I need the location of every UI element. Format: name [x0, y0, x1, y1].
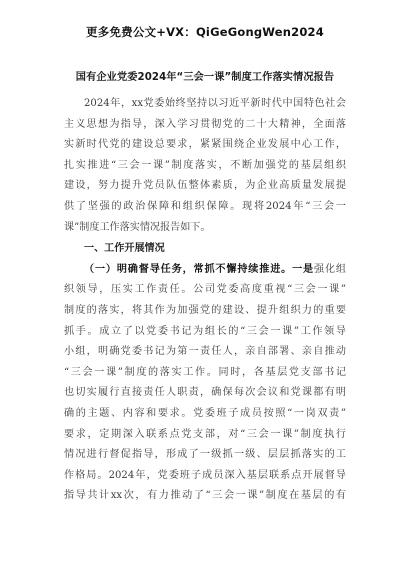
- document-body: [64, 94, 346, 507]
- paragraph-line: 实新时代党的建设总要求，紧紧围绕企业发展中心工作，: [64, 139, 346, 151]
- promo-banner: 更多免费公文+VX：QiGeGongWen2024: [86, 25, 324, 39]
- paragraph-line: 情况进行督促指导，形成了一级抓一级、层层抓落实的工: [64, 449, 346, 461]
- paragraph-line: 织领导，压实工作责任。公司党委高度重视“三会一课”: [64, 284, 346, 296]
- paragraph-line: 抓手。成立了以党委书记为组长的“三会一课”工作领导: [64, 325, 346, 337]
- paragraph-line: 课”制度工作落实情况报告如下。: [64, 221, 211, 233]
- paragraph-line: 确的主题、内容和要求。党委班子成员按照“一岗双责”: [64, 407, 346, 419]
- paragraph-line: 作格局。2024年，党委班子成员深入基层联系点开展督导: [64, 469, 346, 481]
- subsection-heading-line: [64, 260, 346, 281]
- paragraph-line: 建设，努力提升党员队伍整体素质，为企业高质量发展提: [64, 180, 346, 192]
- paragraph-line: 制度的落实，将其作为加强党的建设、提升组织力的重要: [64, 304, 346, 316]
- paragraph-line: “三会一课”制度的落实工作。同时，各基层党支部书记: [64, 366, 346, 378]
- paragraph-line: 2024年，xx党委始终坚持以习近平新时代中国特色社会: [84, 98, 346, 109]
- paragraph-line: 小组，明确党委书记为第一责任人，亲自部署、亲自推动: [64, 346, 346, 358]
- paragraph-line: 要求，定期深入联系点党支部，对“三会一课”制度执行: [64, 428, 346, 440]
- document-title: 国有企业党委2024年“三会一课”制度工作落实情况报告: [75, 72, 335, 83]
- subsection-heading-rest: 强化组: [314, 263, 346, 275]
- subsection-heading-bold: （一）明确督导任务，常抓不懈持续推进。一是: [84, 263, 314, 275]
- paragraph-line: 扎实推进“三会一课”制度落实，不断加强党的基层组织: [64, 159, 346, 171]
- paragraph-line: 也切实履行直接责任人职责，确保每次会议和党课都有明: [64, 387, 346, 399]
- paragraph-line: 供了坚强的政治保障和组织保障。现将2024年“三会一: [64, 200, 346, 212]
- paragraph-line: 指导共计xx次，有力推动了“三会一课”制度在基层的有: [64, 490, 346, 502]
- paragraph-line: 主义思想为指导，深入学习贯彻党的二十大精神，全面落: [64, 118, 346, 130]
- section-heading: 一、工作开展情况: [84, 243, 165, 255]
